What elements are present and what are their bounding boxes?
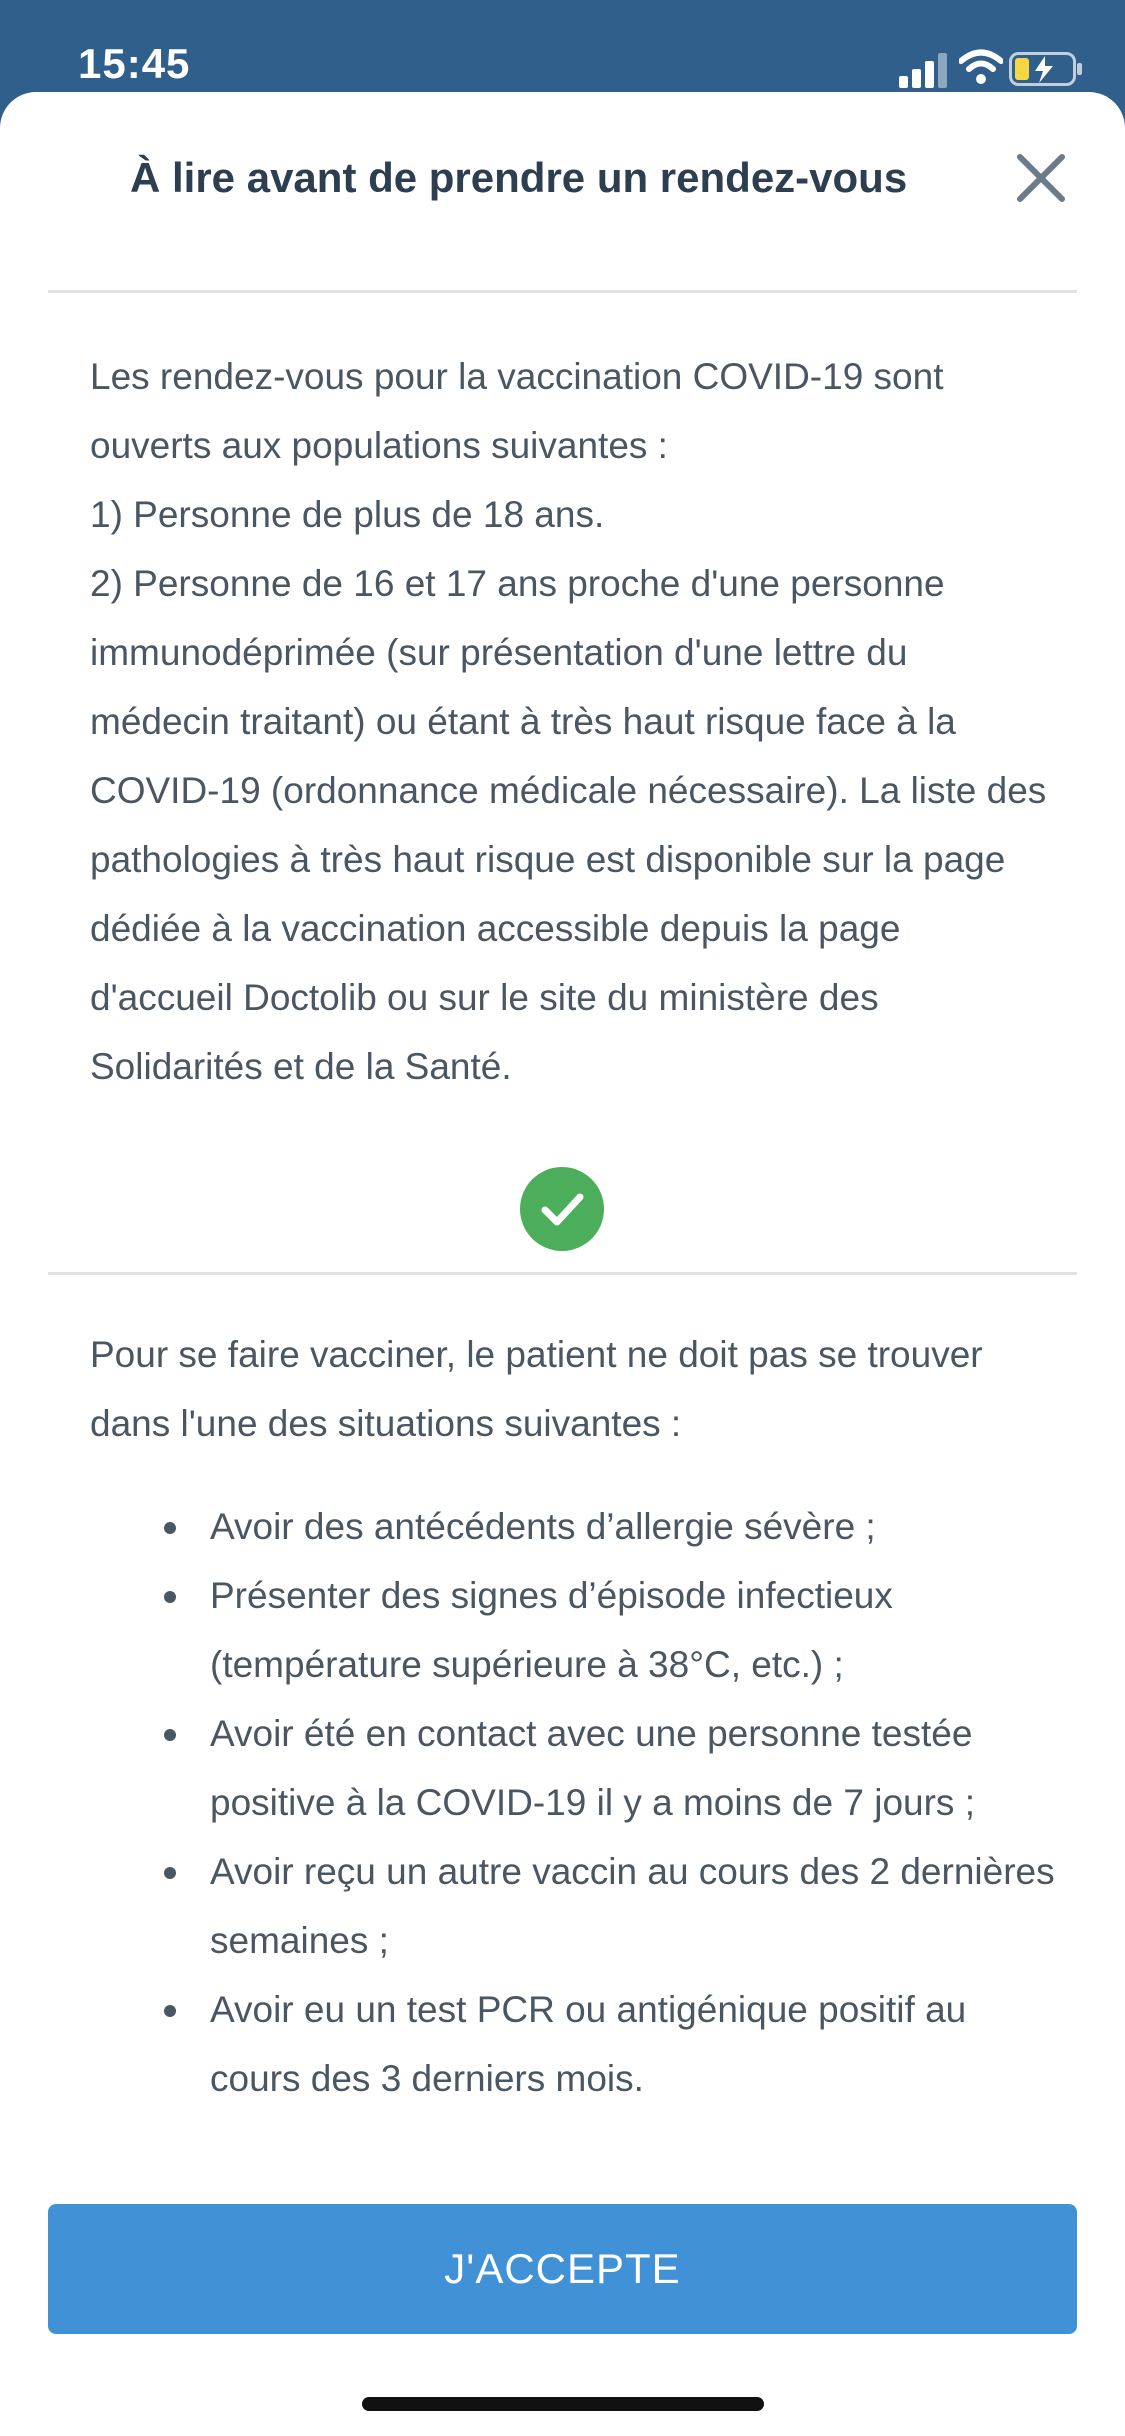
list-item <box>160 1699 1060 1837</box>
close-icon[interactable] <box>1010 147 1072 209</box>
contraindications-list <box>160 1492 1060 2113</box>
divider <box>48 290 1077 293</box>
info-modal <box>0 92 1125 2436</box>
home-indicator[interactable] <box>362 2397 764 2411</box>
list-item-text: Présenter des signes d’épisode infectieux (température supérieure à 38°C, etc.) ; <box>210 1575 893 1685</box>
list-item-text: Avoir reçu un autre vaccin au cours des 2 dernières semaines ; <box>210 1851 1055 1961</box>
list-item <box>160 1561 1060 1699</box>
list-item <box>160 1492 1060 1561</box>
eligibility-text <box>90 342 1050 1101</box>
contraindications-intro <box>90 1320 1050 1458</box>
bullet <box>164 1867 176 1879</box>
list-item <box>160 1837 1060 1975</box>
bullet <box>164 1729 176 1741</box>
battery-charging-icon <box>1009 52 1083 86</box>
list-item-text: Avoir eu un test PCR ou antigénique positif au cours des 3 derniers mois. <box>210 1989 967 2099</box>
status-bar <box>0 0 1125 96</box>
list-item-text: Avoir été en contact avec une personne testée positive à la COVID-19 il y a moins de 7 jours ; <box>210 1713 975 1823</box>
divider <box>48 1272 1077 1275</box>
bullet <box>164 1522 176 1534</box>
intro-paragraph: 1) Personne de plus de 18 ans. <box>90 494 605 535</box>
check-circle-icon <box>520 1167 604 1251</box>
list-item <box>160 1975 1060 2113</box>
bullet <box>164 2005 176 2017</box>
intro-paragraph: 2) Personne de 16 et 17 ans proche d'une personne immunodéprimée (sur présentation d'une lettre du médecin traitant) ou étant à très haut risque face à la COVID-19 (ordonnance médicale nécessaire). La liste des pathologies à très haut risque est disponible sur la page dédiée à la vaccination accessible depuis la page d'accueil Doctolib ou sur le site du ministère des Solidarités et de la Santé. <box>90 563 1047 1087</box>
accept-button[interactable] <box>48 2204 1077 2334</box>
status-time: 15:45 <box>78 40 191 87</box>
accept-button-label: J'ACCEPTE <box>444 2245 681 2292</box>
situation-intro-text: Pour se faire vacciner, le patient ne doit pas se trouver dans l'une des situations suivantes : <box>90 1334 983 1444</box>
wifi-icon <box>959 48 1003 86</box>
bullet <box>164 1591 176 1603</box>
list-item-text: Avoir des antécédents d’allergie sévère ; <box>210 1506 876 1547</box>
signal-icon <box>899 52 955 88</box>
intro-paragraph: Les rendez-vous pour la vaccination COVID-19 sont ouverts aux populations suivantes : <box>90 356 944 466</box>
modal-title: À lire avant de prendre un rendez-vous <box>130 154 908 201</box>
